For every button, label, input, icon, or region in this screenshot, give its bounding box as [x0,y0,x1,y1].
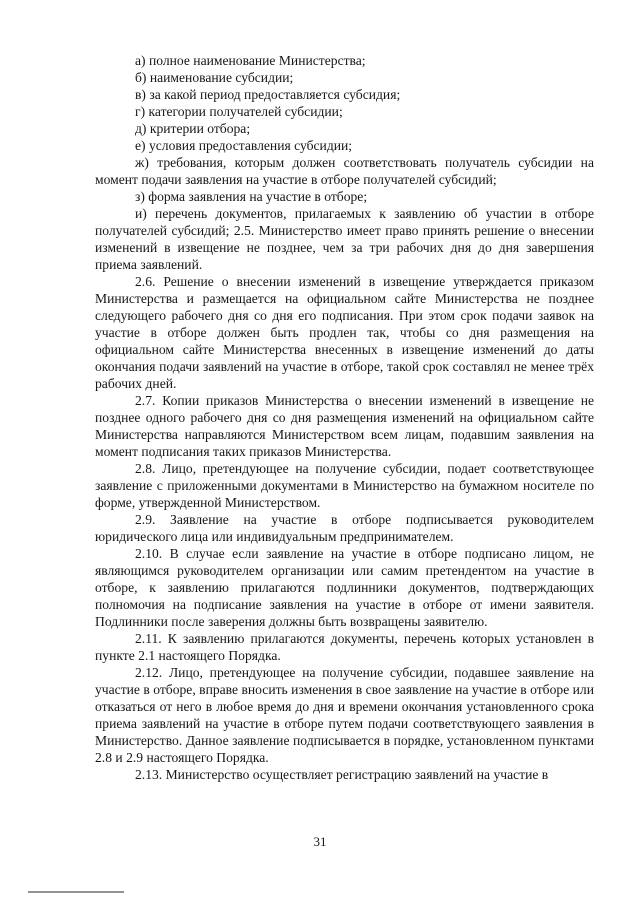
paragraph-2-11: 2.11. К заявлению прилагаются документы, перечень которых установлен в пункте 2.1 настоящего Порядка. [95,631,594,663]
list-item-a: а) полное наименование Министерства; [135,53,366,68]
paragraph-2-7: 2.7. Копии приказов Министерства о внесении изменений в извещение не позднее одного рабочего дня со дня размещения изменений на официальном сайте Министерства направляются Министерством всем лицам, подавшим заявления на момент подписания таких приказов Министерства. [95,393,594,459]
paragraph-2-13: 2.13. Министерство осуществляет регистрацию заявлений на участие в [135,767,549,782]
paragraph-2-10: 2.10. В случае если заявление на участие в отборе подписано лицом, не являющимся руководителем организации или самим претендентом на участие в отборе, к заявлению прилагаются подлинники документов, подтверждающих полномочия на подписание заявления на участие в отборе от имени заявителя. Подлинники после заверения должны быть возвращены заявителю. [95,546,594,629]
scan-artifact-line [28,891,124,893]
list-item-g: г) категории получателей субсидии; [135,104,343,119]
page-number: 31 [313,834,327,849]
paragraph-2-12: 2.12. Лицо, претендующее на получение субсидии, подавшее заявление на участие в отборе, вправе вносить изменения в свое заявление на участие в отборе или отказаться от него в любое время до дня и времени окончания установленного срока приема заявлений на участие в отборе путем подачи соответствующего заявления в Министерство. Данное заявление подписывается в порядке, установленном пунктами 2.8 и 2.9 настоящего Порядка. [95,665,594,765]
list-item-d: д) критерии отбора; [135,121,251,136]
list-item-i: и) перечень документов, прилагаемых к заявлению об участии в отборе получателей субсидий; 2.5. Министерство имеет право принять решение о внесении изменений в извещение не позднее, чем за три рабочих дня до дня завершения приема заявлений. [95,206,594,272]
list-item-e: е) условия предоставления субсидии; [135,138,353,153]
list-item-z: з) форма заявления на участие в отборе; [135,189,368,204]
list-item-v: в) за какой период предоставляется субсидия; [135,87,401,102]
paragraph-2-6: 2.6. Решение о внесении изменений в извещение утверждается приказом Министерства и размещается на официальном сайте Министерства не позднее следующего рабочего дня со дня его подписания. При этом срок подачи заявок на участие в отборе должен быть продлен так, чтобы со дня размещения на официальном сайте Министерства внесенных в извещение изменений до даты окончания подачи заявлений на участие в отборе, такой срок составлял не менее трёх рабочих дней. [95,274,594,391]
list-item-b: б) наименование субсидии; [135,70,294,85]
document-body [95,52,594,783]
list-item-zh: ж) требования, которым должен соответствовать получатель субсидии на момент подачи заявления на участие в отборе получателей субсидий; [95,155,594,187]
paragraph-2-9: 2.9. Заявление на участие в отборе подписывается руководителем юридического лица или индивидуальным предпринимателем. [95,512,594,544]
paragraph-2-8: 2.8. Лицо, претендующее на получение субсидии, подает соответствующее заявление с приложенными документами в Министерство на бумажном носителе по форме, утвержденной Министерством. [95,461,594,510]
